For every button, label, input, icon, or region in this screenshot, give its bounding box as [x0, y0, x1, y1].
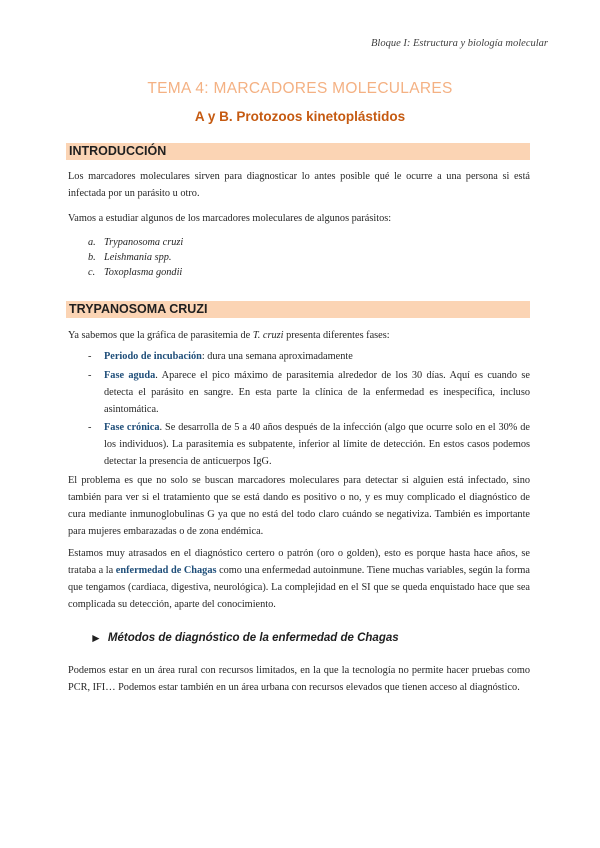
bullet-dash: -: [88, 422, 92, 433]
page-header: Bloque I: Estructura y biología molecular: [370, 38, 548, 49]
text-run: como una enfermedad autoinmune. Tiene muchas variables, según la forma que tengamos (cardiaca, digestiva, neurológica). La complejidad en el SI que se queda enquistado hace que sea complicada su detección, aparte del conocimiento.: [68, 565, 530, 610]
phase-term: Fase aguda: [104, 370, 156, 381]
species-name: T. cruzi: [252, 330, 284, 341]
list-item: [88, 235, 183, 250]
phase-text: . Se desarrolla de 5 a 40 años después de la infección (algo que ocurre solo en el 30% de los individuos). La parasitemia es subpatente, inferior al límite de detección. En estos casos podemos detectar la presencia de anticuerpos IgG.: [104, 422, 530, 467]
list-item-text: Trypanosoma cruzi: [104, 237, 184, 248]
section-heading-tcruzi: TRYPANOSOMA CRUZI: [66, 301, 530, 318]
bullet-dash: -: [88, 370, 92, 381]
text-run: presenta diferentes fases:: [283, 330, 390, 341]
phase-term: Fase crónica: [104, 422, 160, 433]
phase-text: : dura una semana aproximadamente: [201, 351, 353, 362]
phase-text: . Aparece el pico máximo de parasitemia alrededor de los 30 días. Aquí es cuando se detecta el parásito en sangre. En esta parte la clínica de la enfermedad es inespecífica, incluso asintomática.: [104, 370, 530, 415]
parasite-list: [88, 235, 183, 280]
page-subtitle: A y B. Protozoos kinetoplástidos: [194, 109, 406, 124]
triangle-arrow-icon: ►: [90, 631, 102, 645]
text-run: Estamos muy atrasados en el diagnóstico certero o patrón (oro o golden), esto es porque hasta hace años, se trataba a la: [68, 548, 530, 576]
section-heading-intro: INTRODUCCIÓN: [66, 143, 530, 160]
bullet-dash: -: [88, 351, 92, 362]
phase-bullet-incubation: [88, 348, 530, 365]
page-title: TEMA 4: MARCADORES MOLECULARES: [147, 80, 453, 97]
phase-bullet-chronic: [88, 419, 530, 470]
list-item-text: Toxoplasma gondii: [104, 267, 183, 278]
tcruzi-paragraph-1: [68, 327, 530, 344]
list-marker: b.: [88, 252, 96, 263]
methods-paragraph-1: Podemos estar en un área rural con recursos limitados, en la que la tecnología no permite hacer pruebas como PCR, IFI… Podemos estar también en un área urbana con recursos elevados que tienen acceso al diagnóstico.: [68, 665, 530, 693]
list-item-text: Leishmania spp.: [104, 252, 172, 263]
tcruzi-paragraph-2: El problema es que no solo se buscan marcadores moleculares para detectar si alguien está infectado, sino también para ver si el tratamiento que se está dando es positivo o no, y es muy complicado el diagnóstico de cura mediante inmunoglobulinas G ya que no está del todo claro cuándo se negativiza. También es importante para mujeres embarazadas o de zona endémica.: [68, 475, 530, 537]
list-item: [88, 250, 183, 265]
disease-term: enfermedad de Chagas: [115, 565, 217, 576]
list-item: [88, 265, 183, 280]
intro-paragraph-1: Los marcadores moleculares sirven para diagnosticar lo antes posible qué le ocurre a una persona si está infectada por un parásito u otro.: [68, 171, 530, 199]
phase-bullet-acute: [88, 367, 530, 418]
phase-term: Periodo de incubación: [104, 351, 202, 362]
tcruzi-paragraph-3: [68, 545, 530, 613]
list-marker: c.: [88, 267, 96, 278]
subsection-title: Métodos de diagnóstico de la enfermedad de Chagas: [107, 632, 399, 644]
intro-paragraph-2: Vamos a estudiar algunos de los marcadores moleculares de algunos parásitos:: [68, 213, 392, 224]
list-marker: a.: [88, 237, 96, 248]
subsection-heading-methods: [90, 631, 399, 645]
text-run: Ya sabemos que la gráfica de parasitemia de: [68, 330, 253, 341]
